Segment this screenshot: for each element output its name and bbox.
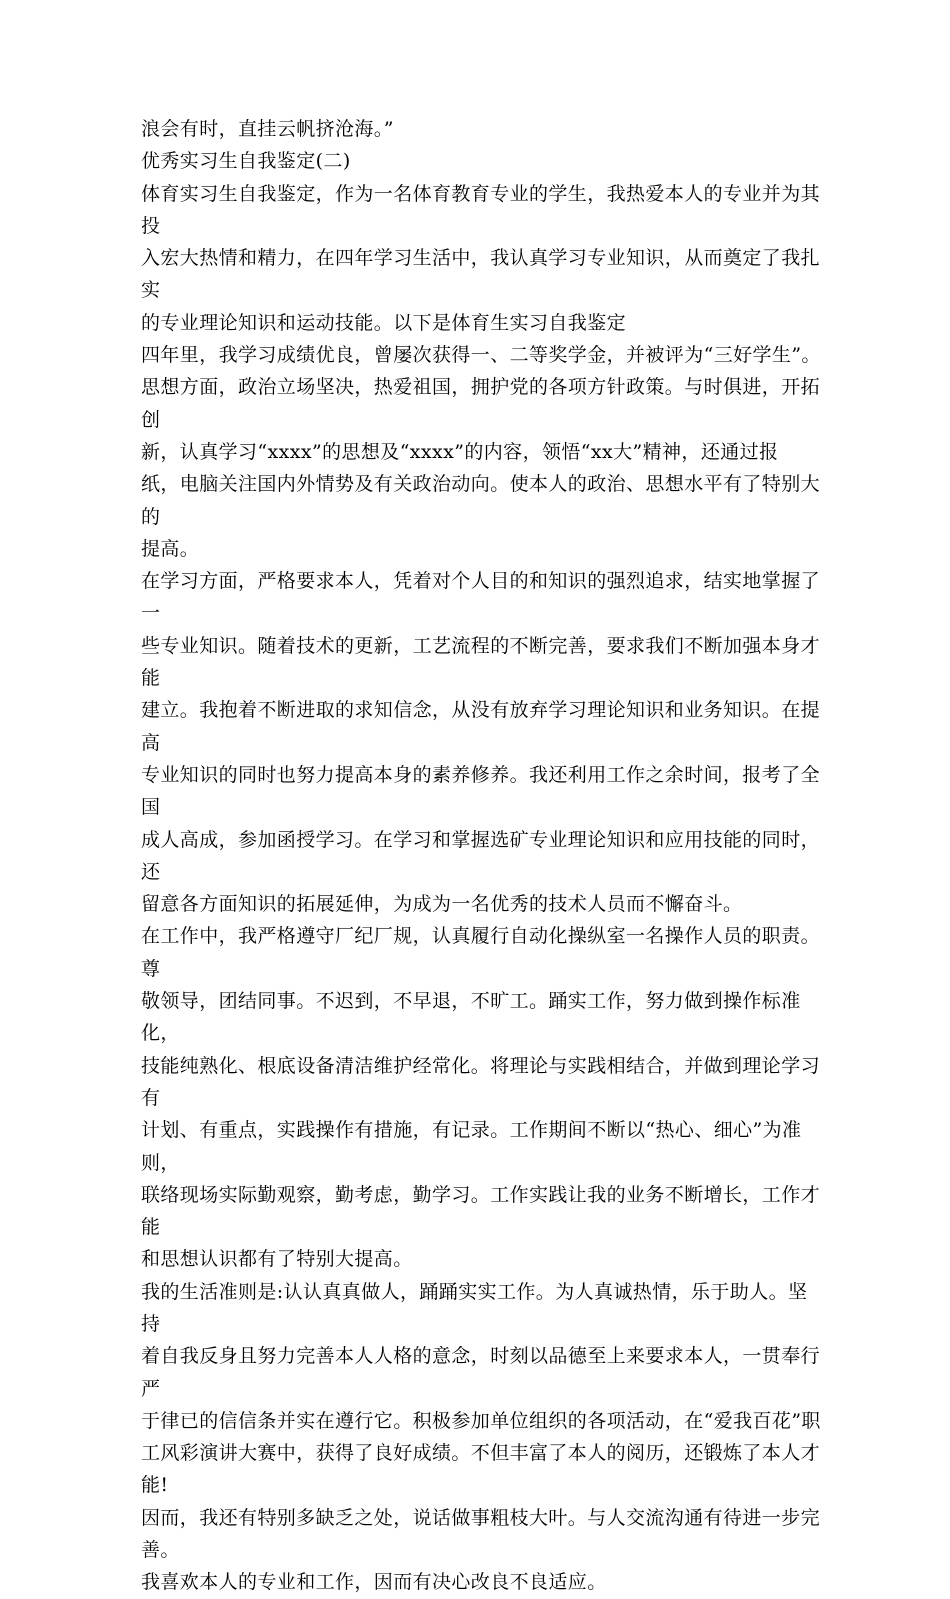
paragraph-poem-ending: 浪会有时，直挂云帆挤沧海。” [141, 118, 394, 140]
paragraph-study: 在学习方面，严格要求本人，凭着对个人目的和知识的强烈追求，结实地掌握了一 些专业知识。随着技术的更新，工艺流程的不断完善，要求我们不断加强本身才能 建立。我抱着不断进取的求知信念，从没有放弃学习理论知识和业务知识。在提高 专业知识的同时也努力提高本身的素养修养。我还利用工作之余时间，报考了全国 成人高成，参加函授学习。在学习和掌握选矿专业理论知识和应用技能的同时，还 留意各方面知识的拓展延伸，为成为一名优秀的技术人员而不懈奋斗。 [141, 570, 821, 916]
paragraph-grades: 四年里，我学习成绩优良，曾屡次获得一、二等奖学金，并被评为“三好学生”。 [141, 344, 821, 367]
paragraph-life: 我的生活准则是:认认真真做人，踊踊实实工作。为人真诚热情，乐于助人。坚持 着自我反身且努力完善本人人格的意念，时刻以品德至上来要求本人，一贯奉行严 于律已的信信条并实在遵行它。积极参加单位组织的各项活动，在“爱我百花”职 工风彩演讲大赛中，获得了良好成绩。不但丰富了本人的阅历，还锻炼了本人才能! 因而，我还有特别多缺乏之处，说话做事粗枝大叶。与人交流沟通有待进一步完善。 我喜欢本人的专业和工作，因而有决心改良不良适应。 [141, 1280, 821, 1594]
paragraph-ideology: 思想方面，政治立场坚决，热爱祖国，拥护党的各项方针政策。与时俱进，开拓创 新，认真学习“xxxx”的思想及“xxxx”的内容，领悟“xx大”精神，还通过报 纸，电脑关注国内外情势及有关政治动向。使本人的政治、思想水平有了特别大的 提高。 [141, 376, 821, 560]
paragraph-work: 在工作中，我严格遵守厂纪厂规，认真履行自动化操纵室一名操作人员的职责。尊 敬领导，团结同事。不迟到，不早退，不旷工。踊实工作，努力做到操作标准化， 技能纯熟化、根底设备清洁维护经常化。将理论与实践相结合，并做到理论学习有 计划、有重点，实践操作有措施，有记录。工作期间不断以“热心、细心”为准则， 联络现场实际勤观察，勤考虑，勤学习。工作实践让我的业务不断增长，工作才能 和思想认识都有了特别大提高。 [141, 925, 821, 1271]
paragraph-intro: 体育实习生自我鉴定，作为一名体育教育专业的学生，我热爱本人的专业并为其投 入宏大热情和精力，在四年学习生活中，我认真学习专业知识，从而奠定了我扎实 的专业理论知识和运动技能。以下是体育生实习自我鉴定 [141, 182, 821, 334]
document-body [141, 113, 821, 1599]
section-heading: 优秀实习生自我鉴定(二) [141, 150, 351, 173]
